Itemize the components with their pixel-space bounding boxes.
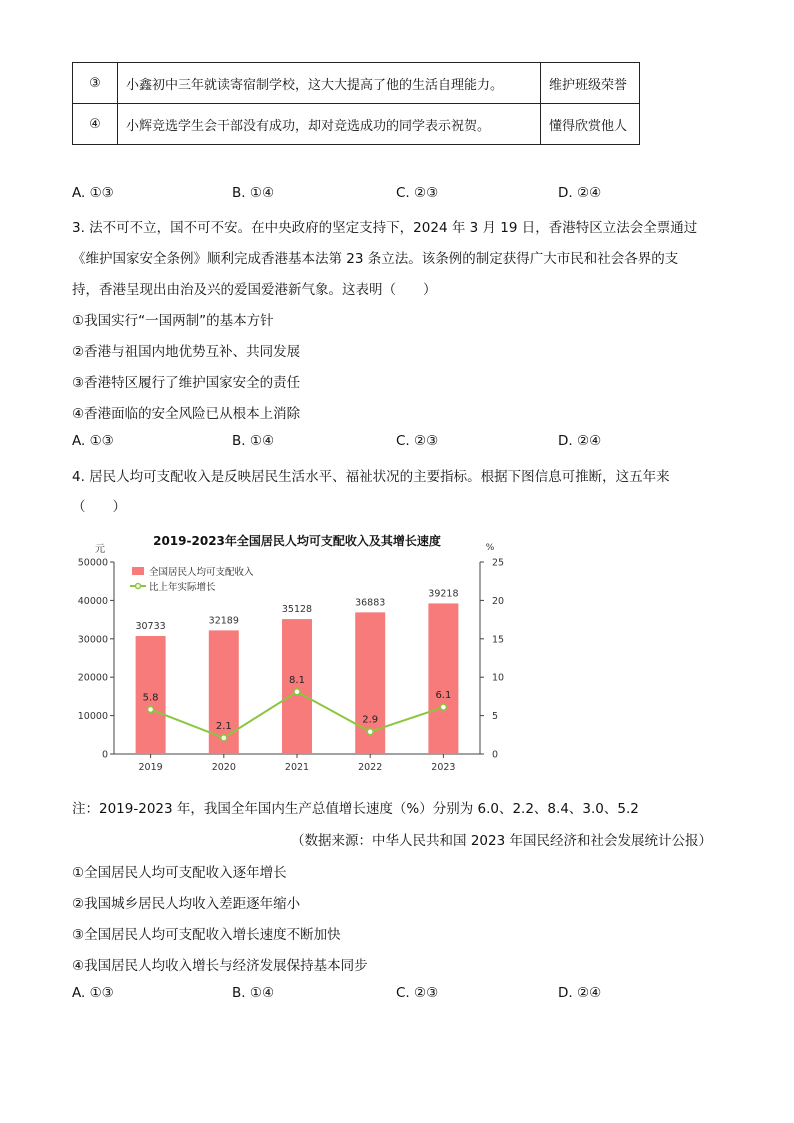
growth-point	[221, 735, 227, 741]
legend-label-growth: 比上年实际增长	[149, 582, 216, 593]
legend-swatch-point	[136, 584, 141, 589]
row-number: ③	[73, 63, 118, 104]
growth-point	[294, 689, 300, 695]
table-row	[73, 104, 640, 145]
option-c[interactable]: C. ②③	[396, 985, 439, 1001]
income-bar	[282, 619, 312, 754]
option-c[interactable]: C. ②③	[396, 433, 439, 449]
income-chart-svg	[72, 525, 512, 780]
bar-value-label: 32189	[208, 615, 239, 627]
x-axis-tick-label: 2021	[284, 762, 310, 773]
q4-statement: ②我国城乡居民人均收入差距逐年缩小	[72, 896, 301, 912]
q3-statement: ②香港与祖国内地优势互补、共同发展	[72, 344, 301, 360]
row-quality: 维护班级荣誉	[541, 63, 640, 104]
bar-value-label: 30733	[135, 620, 166, 632]
option-a[interactable]: A. ①③	[72, 433, 114, 449]
q4-statement: ③全国居民人均可支配收入增长速度不断加快	[72, 927, 341, 943]
right-axis-tick-label: 10	[492, 672, 505, 684]
x-axis-tick-label: 2019	[138, 762, 163, 773]
q4-statement: ①全国居民人均可支配收入逐年增长	[72, 865, 287, 881]
bar-value-label: 39218	[428, 588, 459, 600]
option-b[interactable]: B. ①④	[232, 185, 275, 201]
growth-value-label: 6.1	[435, 690, 452, 702]
option-d[interactable]: D. ②④	[558, 433, 602, 449]
q3-stem-line: 3. 法不可不立，国不可不安。在中央政府的坚定支持下，2024 年 3 月 19 日，香港特区立法会全票通过	[72, 220, 698, 236]
x-axis-tick-label: 2020	[211, 762, 236, 773]
q4-source: （数据来源：中华人民共和国 2023 年国民经济和社会发展统计公报）	[291, 833, 712, 849]
legend-label-income: 全国居民人均可支配收入	[149, 567, 254, 578]
option-a[interactable]: A. ①③	[72, 985, 114, 1001]
q3-options	[72, 433, 712, 453]
income-chart	[72, 525, 512, 780]
q4-options	[72, 985, 712, 1005]
q4-note: 注：2019-2023 年，我国全年国内生产总值增长速度（%）分别为 6.0、2.2、8.4、3.0、5.2	[72, 801, 639, 817]
q4-stem-line: （ ）	[72, 499, 126, 515]
q3-statement: ④香港面临的安全风险已从根本上消除	[72, 406, 301, 422]
growth-value-label: 2.1	[215, 720, 232, 732]
option-d[interactable]: D. ②④	[558, 985, 602, 1001]
q3-statement: ①我国实行“一国两制”的基本方针	[72, 313, 274, 329]
growth-point	[367, 729, 373, 735]
option-b[interactable]: B. ①④	[232, 433, 275, 449]
q4-statement: ④我国居民人均收入增长与经济发展保持基本同步	[72, 958, 368, 974]
row-quality: 懂得欣赏他人	[541, 104, 640, 145]
growth-value-label: 2.9	[362, 714, 379, 726]
chart-title: 2019-2023年全国居民人均可支配收入及其增长速度	[153, 534, 441, 548]
right-axis-tick-label: 25	[492, 557, 505, 569]
option-a[interactable]: A. ①③	[72, 185, 114, 201]
left-axis-unit: 元	[95, 544, 105, 555]
income-bar	[428, 603, 458, 754]
option-c[interactable]: C. ②③	[396, 185, 439, 201]
growth-value-label: 5.8	[142, 692, 159, 704]
table-row	[73, 63, 640, 104]
left-axis-tick-label: 30000	[77, 634, 108, 646]
row-scenario: 小辉竞选学生会干部没有成功，却对竞选成功的同学表示祝贺。	[118, 104, 541, 145]
right-axis-tick-label: 20	[492, 595, 505, 607]
q3-stem-line: 《维护国家安全条例》顺利完成香港基本法第 23 条立法。该条例的制定获得广大市民和社会各界的支	[72, 251, 679, 267]
bar-value-label: 35128	[281, 604, 313, 616]
bar-value-label: 36883	[355, 597, 386, 609]
left-axis-tick-label: 50000	[77, 557, 108, 569]
scenario-table	[72, 62, 640, 145]
x-axis-tick-label: 2022	[358, 762, 383, 773]
q4-stem-line: 4. 居民人均可支配收入是反映居民生活水平、福祉状况的主要指标。根据下图信息可推断，这五年来	[72, 469, 670, 485]
growth-point	[440, 704, 446, 710]
left-axis-tick-label: 10000	[77, 711, 108, 723]
option-b[interactable]: B. ①④	[232, 985, 275, 1001]
row-number: ④	[73, 104, 118, 145]
row-scenario: 小鑫初中三年就读寄宿制学校，这大大提高了他的生活自理能力。	[118, 63, 541, 104]
q2-options	[72, 185, 712, 205]
q3-stem-line: 持，香港呈现出由治及兴的爱国爱港新气象。这表明（ ）	[72, 282, 437, 298]
right-axis-tick-label: 15	[492, 634, 505, 646]
left-axis-tick-label: 0	[101, 749, 108, 761]
growth-point	[148, 706, 154, 712]
option-d[interactable]: D. ②④	[558, 185, 602, 201]
left-axis-tick-label: 40000	[77, 595, 108, 607]
legend-swatch-bar	[132, 567, 144, 575]
right-axis-tick-label: 5	[492, 711, 499, 723]
growth-value-label: 8.1	[289, 674, 305, 686]
x-axis-tick-label: 2023	[431, 762, 456, 773]
right-axis-unit: %	[485, 543, 495, 553]
right-axis-tick-label: 0	[492, 749, 499, 761]
q3-statement: ③香港特区履行了维护国家安全的责任	[72, 375, 301, 391]
left-axis-tick-label: 20000	[77, 672, 108, 684]
